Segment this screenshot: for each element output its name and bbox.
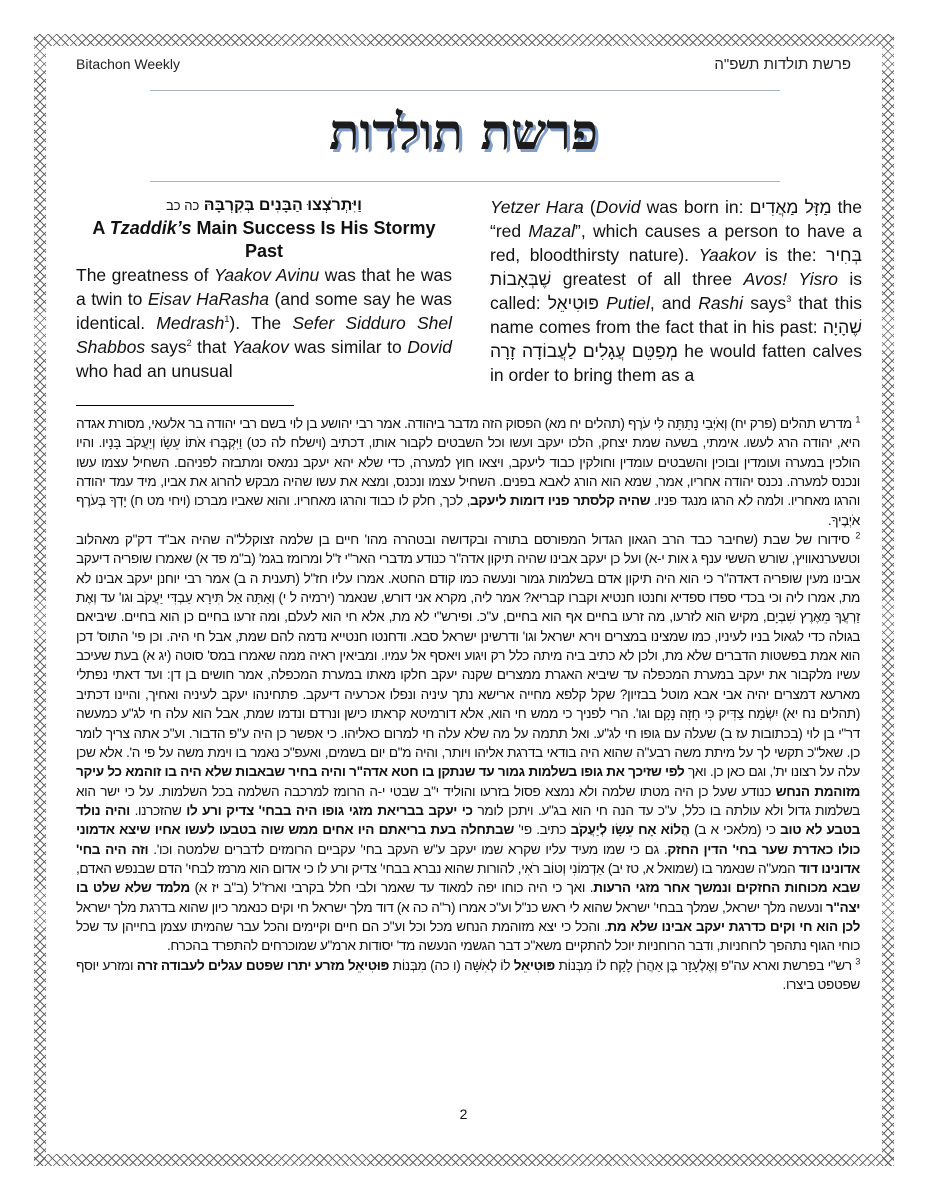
header-parsha: פרשת תולדות תשפ"ה (714, 56, 851, 73)
verse-ref: כה כב (166, 198, 200, 213)
text-run: כתיב. פי' (513, 822, 571, 838)
footnote-1 (76, 414, 860, 530)
text-run: says (743, 293, 787, 313)
text-run: Yaakov (698, 245, 756, 265)
text-run: was that he was a twin to (76, 265, 452, 309)
text-run: מלמד שלא שלט בו יצה"ר (76, 880, 860, 915)
text-run: . גם כי שמו מעיד עליו שקרא שמו יעקב ע"ש העקב בחי' עקביים הרומזים לדברים שלמטה וכו'. (148, 841, 668, 857)
text-run: says (145, 337, 187, 357)
text-run: שהזכרנו. (129, 802, 187, 818)
text-run: Tzaddik’s (109, 218, 192, 238)
text-run: Mazal (528, 221, 576, 241)
hebrew-phrase: בְּחִיר שֶׁבְּאָבוֹת (490, 245, 862, 289)
article-column-right (490, 195, 862, 387)
verse-text: וַיִּתְרֹצְצוּ הַבָּנִים בְּקִרְבָּהּ (203, 197, 362, 214)
text-run: ונעשה מלך ישראל, שמלך בבחי' ישראל שהוא לי ראש כנ"ל וע"כ אמרו (ר"ה כה א) דוד מלך ישראל חי וקים כנאמר כיון שהוא בדרגת מלך ישראל (76, 899, 826, 915)
footnote-2 (76, 530, 860, 956)
text-run: A (92, 218, 110, 238)
text-run: Eisav HaRasha (147, 289, 270, 309)
text-run: לוֹ לְאִשָּׁה (ו כה) מִבְּנוֹת (389, 957, 514, 973)
text-run: Yaakov Avinu (213, 265, 320, 285)
text-run: Avos! (743, 269, 787, 289)
page-border-right (882, 34, 894, 1166)
header-publication: Bitachon Weekly (76, 56, 181, 72)
text-run: who had an unusual (76, 361, 233, 381)
text-run: was born in: (640, 197, 750, 217)
footnote-ref: 2 (186, 338, 192, 349)
page-border-bottom (34, 1154, 894, 1166)
article-column-left (76, 195, 452, 383)
footnote-ref: 3 (855, 956, 860, 967)
footnote-separator (76, 405, 294, 406)
text-run: והיה נולד בטבע לא טוב (76, 802, 860, 838)
text-run: (and some say he was identical. (76, 289, 452, 333)
text-run: ”, which causes a person to have a red, bloodthirsty nature). (490, 221, 863, 265)
text-run: , לכך, חלק לו כבוד והרגו מאחריו. והוא שאביו מברכו (ויחי מט ח) יָדְךָ בְּעֹרֶף אֹיְבֶיךָ. (76, 493, 860, 528)
footnote-ref: 2 (855, 530, 860, 541)
text-run: Dovid (407, 337, 452, 357)
hebrew-phrase: פּוּטִיאֵל (547, 293, 599, 313)
text-run: ). The (229, 313, 293, 333)
footnote-3 (76, 956, 860, 995)
article-heading (76, 217, 452, 263)
text-run: Main Success Is His Stormy Past (191, 218, 436, 261)
text-run: The greatness of (76, 265, 214, 285)
text-run: שהיה קלסתר פניו דומות ליעקב (470, 493, 651, 509)
text-run: שבא מכוחות החזקים ונמשך אחר מזגי הרעות (593, 880, 860, 896)
article-body-right (490, 195, 862, 387)
footnote-ref: 3 (786, 294, 792, 305)
text-run (599, 293, 606, 313)
text-run: כי יעקב בבריאת מזגי גופו היה בבחי' צדיק ורע לו (186, 802, 473, 818)
text-run: המע"ה שנאמר בו (שמואל א, טז יב) אַדְמוֹנִי וְטוֹב רֹאִי, להורות שהוא נברא בבחי' צדיק ורע לו כי אדום הוא מרמז לבחי' הדם שבנפש האדם, (76, 860, 799, 876)
text-run: כנודע שעל כן היה מטתו שלמה ולא נמצא פסול בזרעו והוליד י"ב שבטי י-ה הרומז למרכבה השלמה בכל השלמות. על כי ישר הוא בשלמות גדול ולא עולתה בו כלל, ע"כ עד הנה חי הוא בג"ע. ויתכן לומר (76, 783, 860, 818)
text-run (787, 269, 798, 289)
text-run: לכן הוא חי וקים כדרגת יעקב אבינו שלא מת (607, 918, 860, 934)
text-run: פּוּטִיאֵל (513, 957, 555, 973)
text-run: ( (583, 197, 596, 217)
text-run: the “red (490, 197, 863, 241)
text-run: ומזרע יוסף שפטפט ביצרו. (76, 957, 860, 992)
text-run: סידורו של שבת (שחיבר כבד הרב הגאון הגדול המפורסם בתורה ובקדושה ובטהרה מהו' חיים בן שלמה זצוקלל"ה שהיה אב"ד דק"ק מאהלוב וטשערנאוויץ, שורש הששי ענף ג אות י-א) ועל כן יעקב אבינו שהיה תיקון אדה"ר כנודע מדברי האר"י ז"ל ומרומז בגמ' (ב"מ פד א) שאמרו שופריה דיעקב אבינו מעין שופריה דאדה"ר כי הוא היה תיקון אדם בשלמות גמור ונעשה כמו קודם החטא. אמרו עליו חז"ל (תענית ה ב) אמר רבי יוחנן יעקב אבינו לא מת, אמרו ליה וכי בכדי ספדו ספדיא וחנטו חנטיא וקברו קבריא? אמר ליה, מקרא אני דורש, שנאמר (ירמיה ל י) וְאַתָּה אַל תִּירָא עַבְדִּי יַעֲקֹב וגו' עד וְאֶת זַרְעֲךָ מֵאֶרֶץ שִׁבְיָם, מקיש הוא לזרעו, מה זרעו בחיים אף הוא בחיים, ע"כ. ופירש"י לא מת, אלא חי הוא לעלם, ומה זרעו בחיים כן הוא בחיים. שיביאם בגולה כדי לגאול בניו לעיניו, כמו שמצינו במצרים וירא ישראל וגו' ודרשינן ישראל סבא. ודחנטו חנטייא נדמה להם שמת, אבל חי היה. וכן פי' התוס' דכן הוא אמת בפשטות הדברים שלא מת, ולכן לא כתיב ביה מיתה כלל רק ויגוע ויאסף אל עמיו. ומביאין ראיה ממה שאמרו במס' סוטה (יג א) בעת שעיכב עשיו מלקבור את יעקב במערת המכפלה עד שיביא האגרת ממצרים שקנה יעקב חלקו מאתו במערת המכפלה, אמר חושים בן דן: ועד דאתי נפתלי מארעא דמצרים יהיה אבי אבא מוטל בבזיון? שקל קלפא מחייה ארישא נתך עיניה ונפלו אכרעיה דיעקב. פתחינהו יעקב לעיניה ואחיך, והיינו דכתיב (תהלים נח יא) יִשְׂמַח צַדִּיק כִּי חָזָה נָקָם וגו'. הרי לפניך כי ממש חי הוא, אלא דורמיטא קראתו כישן ונרדם ונדמו שמת, אבל הוא עלה חי לג"ע כמעשה דר"י בן לוי (בכתובות עז ב) שעלה עם גופו חי לג"ע. ואל תתמה על מה שלא עלה חי למרום כאליהו. כי אפשר כן היה ע"פ הדבור. וע"כ אתה צריך לומר כן. שאל"כ תקשי לך על מיתת משה רבע"ה שהוא היה בודאי בדרגת אליהו ויותר, והיה מ"ם יום בשמים, ואעפ"כ נאמר בו וימת משה על פי ה'. אלא שכן עלה על רצונו ית', וגם כאן כן. ואך (76, 532, 860, 780)
text-run: . והכל כי יצא מזוהמת הנחש מכל וכל וע"כ הם חיים וקיימים והכל עבר שהמיתו עצמן בחייהן עד שכל כוחי הגוף נתהפך לרוחניות, ודבר הרוחניות יוכל להתקיים משא"כ דבר הגשמי הנעשה מד' יסודות ארמ"ע שמוכרחים להתפרד בהכרח. (76, 918, 860, 954)
page-border-top (34, 34, 894, 46)
text-run: is called: (490, 269, 862, 313)
text-run: was similar to (288, 337, 408, 357)
text-run: פּוּטִיאֵל מזרע יתרו שפטם עגלים לעבודה זרה (136, 957, 390, 973)
page-number: 2 (459, 1106, 468, 1122)
text-run: לפי שזיכך את גופו בשלמות גמור עד שנתקן בו חטא אדה"ר והיה בחיר שבאבות שלא היה בו זוהמא כל עיקר מזוהמת הנחש (76, 764, 860, 799)
text-run: , and (649, 293, 699, 313)
text-run: Yaakov (231, 337, 289, 357)
text-run: greatest of all three (551, 269, 744, 289)
text-run: that (191, 337, 232, 357)
text-run: מדרש תהלים (פרק יח) וְאֹיְבַי נָתַתָּה לִּי עֹרֶף (תהלים יח מא) הפסוק הזה מדבר ביהודה. אמר רבי יהושע בן לוי בשם רבי יהודה בר אלעאי, מסורת אגדה היא, יהודה הרג לעשו. אימתי, בשעה שמת יצחק, הלכו יעקב ועשו וכל השבטים לקבור אותו, דכתיב (וישלח לה כט) וַיִּקְבְּרוּ אֹתוֹ עֵשָׂו וְיַעֲקֹב בָּנָיו. והיו הולכין במערה ועומדין ובוכין והשבטים עומדין וחולקין כבוד ליעקב, ויצאו חוץ למערה, כדי שלא יהא יעקב נמאס ומתבזה לפניהם. השחיל עצמו עשו ונכנס למערה. נכנס יהודה אחריו, אמר, שמא הוא הורג לאבא בפנים. השחיל עצמו ונכנס, ומצא את עשו שהיה מבקש להרוג את אביו, מיד עמד יהודה והרגו מאחריו. ולמה לא הרגו מנגד פניו. (76, 416, 860, 509)
text-run: Sefer Sidduro Shel Shabbos (76, 313, 452, 357)
footnotes (76, 414, 860, 994)
article-body-left (76, 263, 452, 383)
text-run: . ואך כי היה כוחו יפה למאוד עד שאמר ולבי חלל בקרבי וארז"ל (ב"ב יז א) (189, 880, 594, 896)
text-run: Dovid (595, 197, 641, 217)
text-run: he would fatten calves in order to bring them as a (490, 341, 862, 385)
text-run: Putiel (606, 293, 650, 313)
text-run: Medrash (156, 313, 225, 333)
text-run: Rashi (698, 293, 744, 313)
footnote-ref: 1 (224, 314, 230, 325)
text-run: שבתחלה בעת בריאתם היו אחים ממש שוה בטבעו לעשו אחיו שיצא אדמוני כולו כאדרת שער בחי' הדין החזק (76, 822, 861, 857)
text-run: Yetzer Hara (490, 197, 584, 217)
text-run: כי (מלאכי א ב) (689, 822, 781, 838)
title-rule-bottom (150, 181, 780, 182)
text-run: רש"י בפרשת וארא עה"פ וְאֶלְעָזָר בֶּן אַהֲרֹן לָקַח לוֹ מִבְּנוֹת (554, 957, 856, 973)
text-run: is the: (755, 245, 827, 265)
verse-heading (76, 195, 452, 217)
text-run: הֲלוֹא אָח עֵשָׂו לְיַעֲקֹב (570, 822, 690, 838)
text-run: Yisro (798, 269, 838, 289)
text-run: וזה היה בחי' אדונינו דוד (76, 841, 860, 876)
footnote-ref: 1 (855, 414, 860, 425)
hebrew-phrase: שֶׁהָיָה מְפַטֵּם עֲגָלִים לַעֲבוֹדָה זָרָה (490, 317, 862, 361)
text-run: that this name comes from the fact that in his past: (490, 293, 862, 337)
page-title: פרשת תולדות (328, 102, 599, 161)
page-border-left (34, 34, 46, 1166)
hebrew-phrase: מַזָּל מַאֲדִים (749, 197, 832, 217)
title-rule-top (150, 90, 780, 91)
